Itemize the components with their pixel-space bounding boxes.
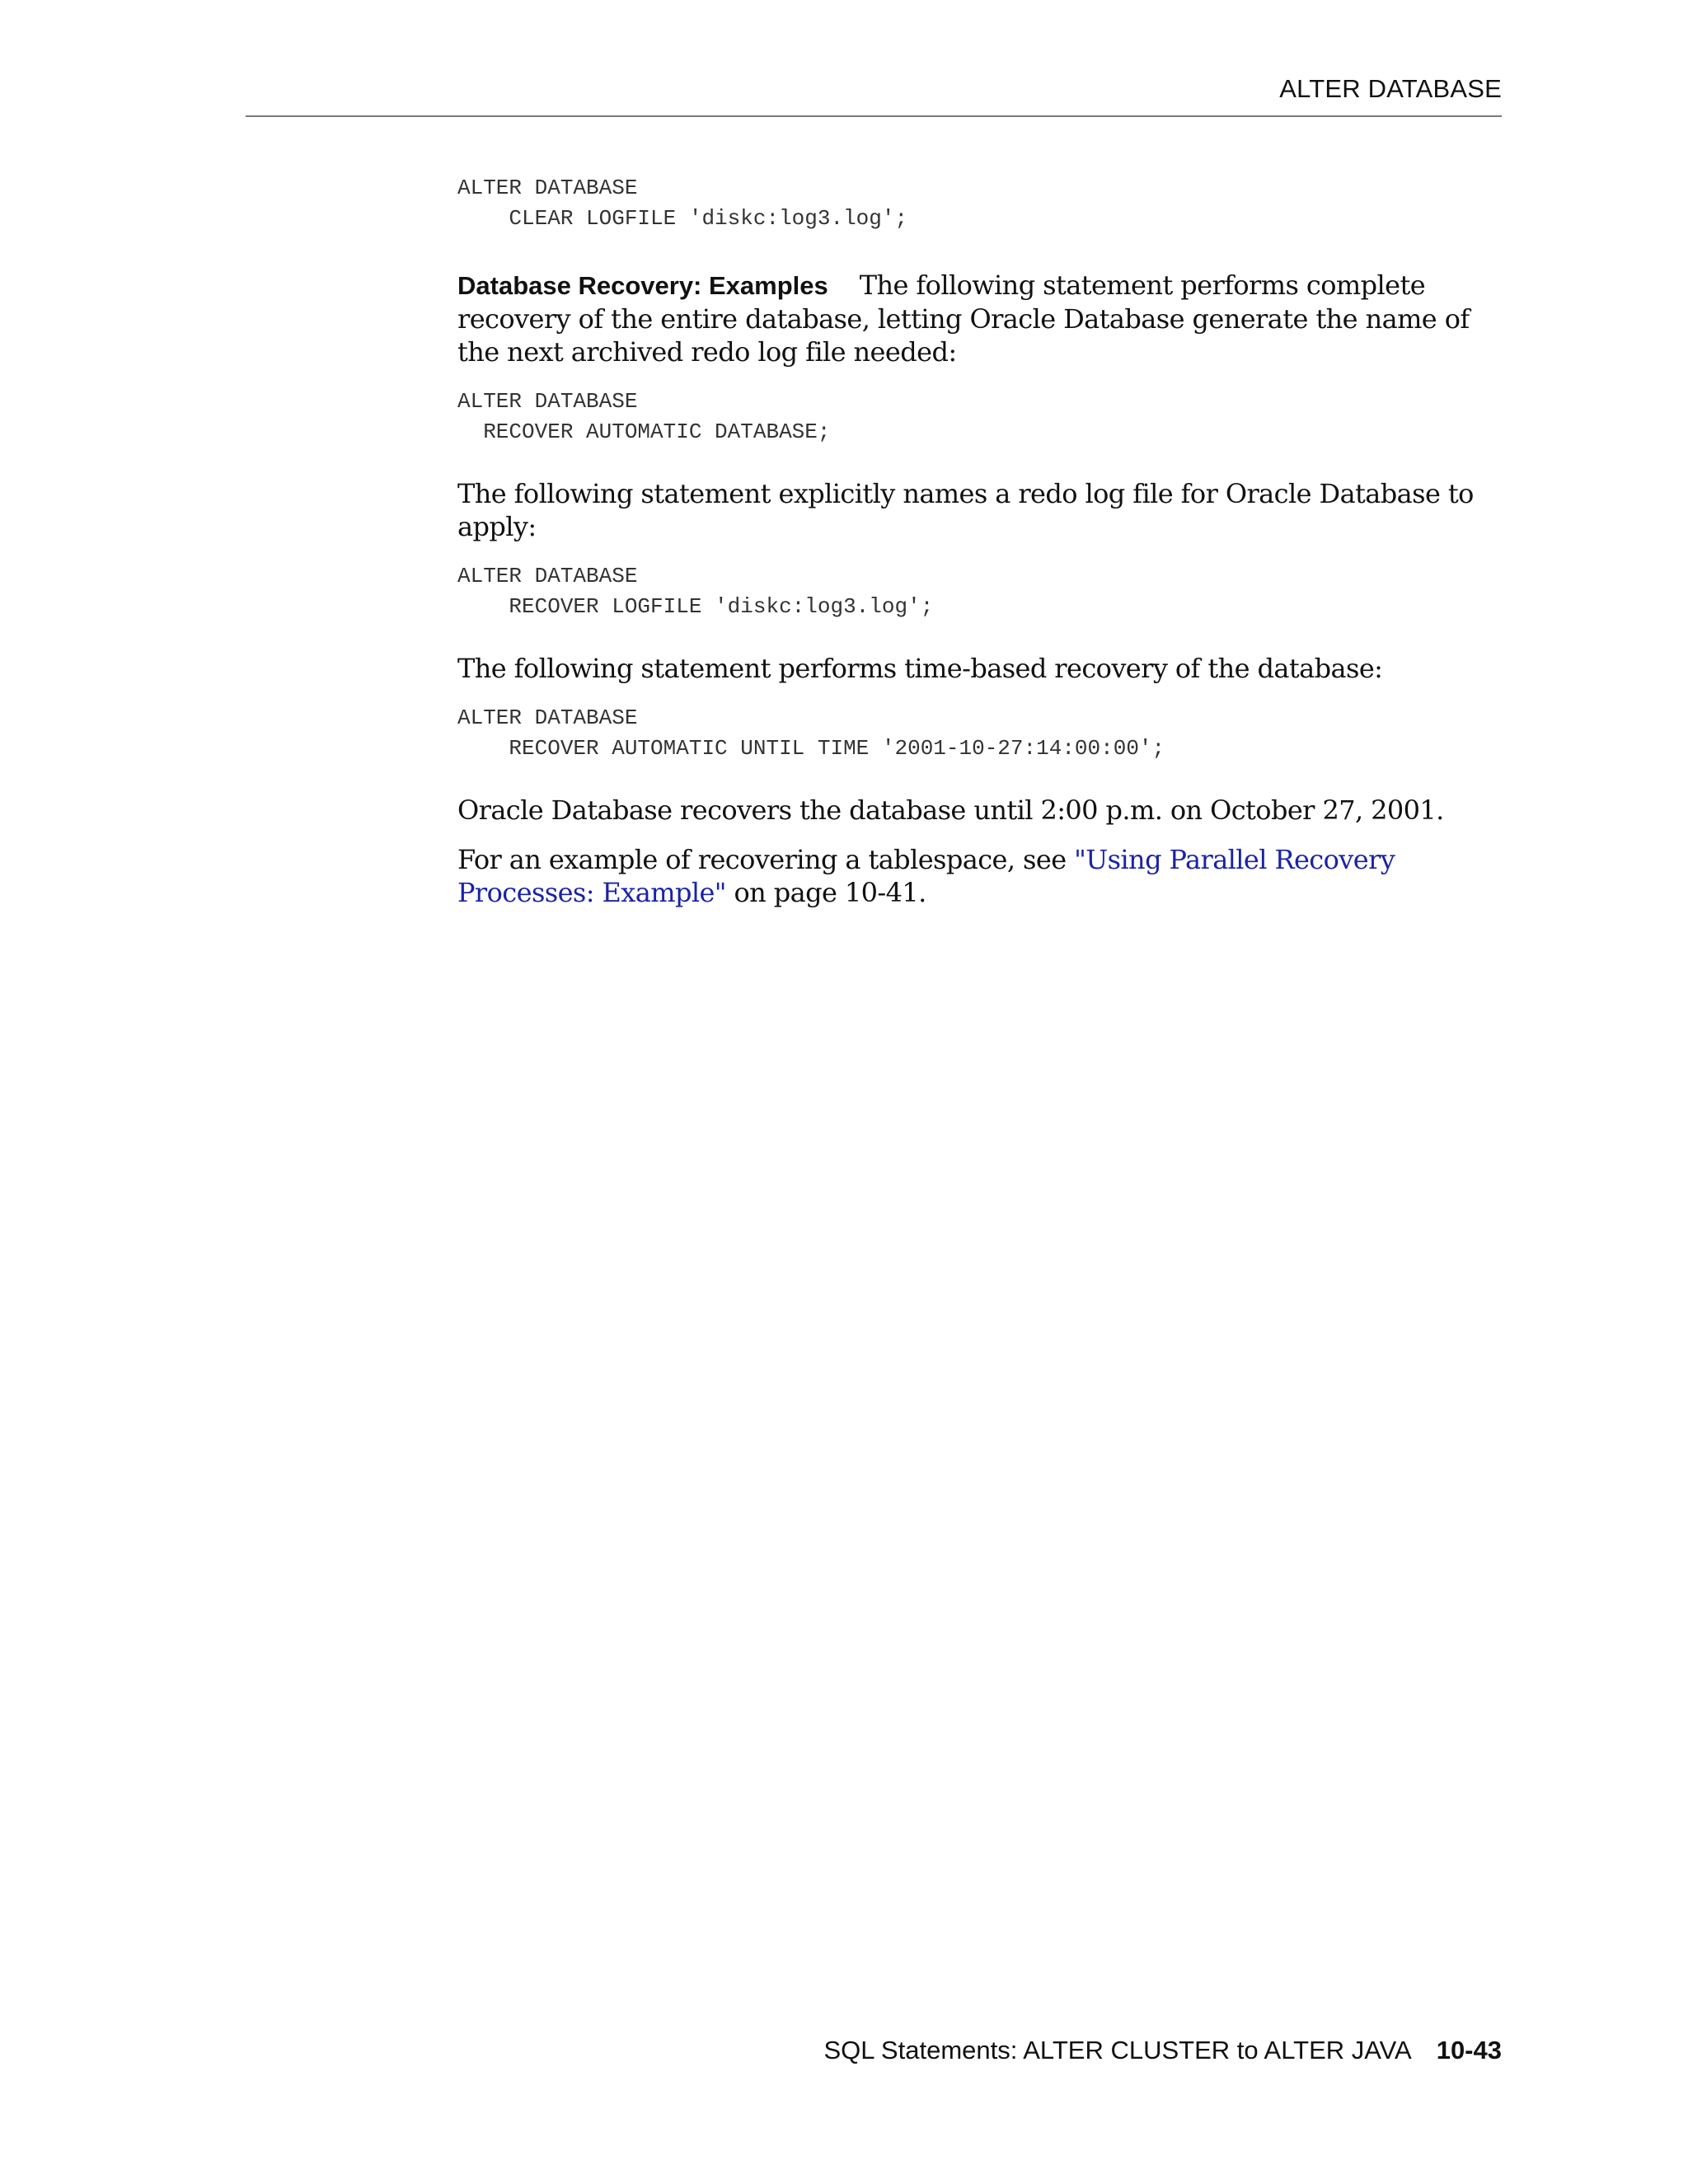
page-number: 10-43 [1436, 2036, 1502, 2064]
paragraph-tablespace-reference [457, 843, 1504, 909]
paragraph-time-based: The following statement performs time-based recovery of the database: [457, 653, 1383, 684]
cross-reference-link[interactable]: "Using Parallel Recovery Processes: Example" [457, 844, 1395, 908]
running-header [246, 73, 1502, 117]
reference-prefix: For an example of recovering a tablespace, see [457, 844, 1075, 875]
footer-title: SQL Statements: ALTER CLUSTER to ALTER JAVA [823, 2036, 1412, 2064]
page-content [457, 173, 1504, 909]
code-example-recover-automatic: ALTER DATABASE RECOVER AUTOMATIC DATABASE; [457, 389, 831, 444]
code-example-clear-logfile: ALTER DATABASE CLEAR LOGFILE 'diskc:log3.log'; [457, 176, 908, 231]
code-example-recover-logfile: ALTER DATABASE RECOVER LOGFILE 'diskc:log3.log'; [457, 564, 934, 619]
section-intro-text: The following statement performs complete recovery of the entire database, letting Oracle Database generate the name of the next archived redo log file needed: [457, 269, 1470, 368]
running-footer [823, 2036, 1502, 2065]
paragraph-recovers-until: Oracle Database recovers the database until 2:00 p.m. on October 27, 2001. [457, 794, 1444, 826]
section-database-recovery [457, 269, 1504, 368]
reference-suffix: on page 10-41. [725, 877, 926, 908]
section-heading: Database Recovery: Examples [457, 271, 828, 300]
running-header-title: ALTER DATABASE [1279, 74, 1502, 103]
code-example-recover-until-time: ALTER DATABASE RECOVER AUTOMATIC UNTIL TIME '2001-10-27:14:00:00'; [457, 705, 1165, 761]
paragraph-explicit-logfile: The following statement explicitly names a redo log file for Oracle Database to apply: [457, 478, 1474, 542]
